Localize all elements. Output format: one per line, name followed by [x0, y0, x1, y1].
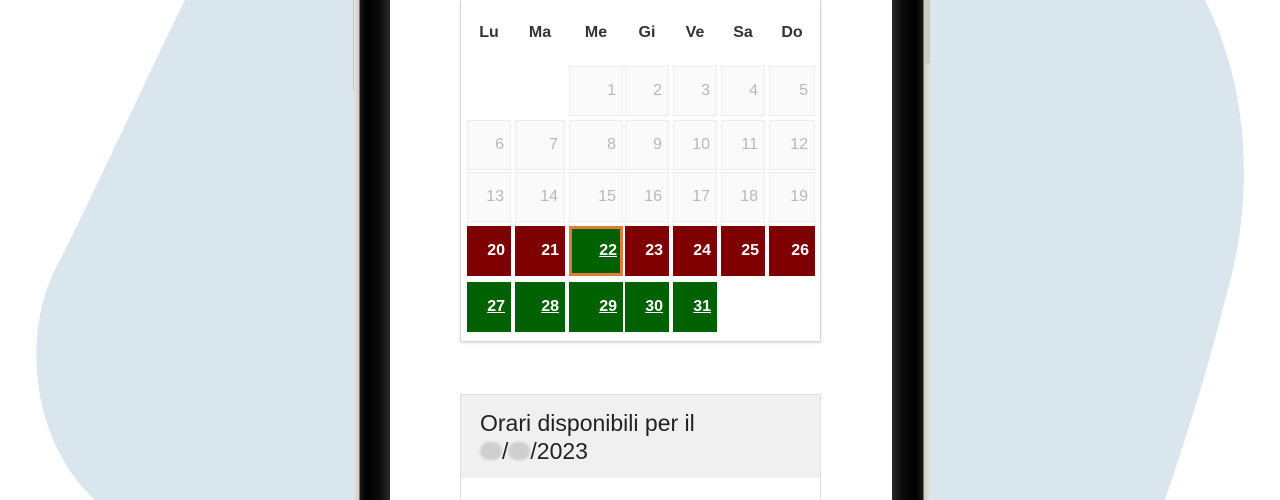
redacted-day [480, 442, 502, 460]
phone-screen [390, 0, 892, 500]
calendar-day-25[interactable]: 25 [721, 226, 765, 276]
selected-date [480, 437, 588, 465]
calendar-day-17: 17 [673, 172, 717, 222]
calendar-day-21[interactable]: 21 [515, 226, 565, 276]
calendar-day-12: 12 [769, 120, 815, 170]
available-times-title: Orari disponibili per il [480, 410, 695, 436]
calendar-day-23[interactable]: 23 [625, 226, 669, 276]
weekday-label: Sa [733, 24, 753, 41]
calendar-day-31[interactable]: 31 [673, 282, 717, 332]
calendar-day-27[interactable]: 27 [467, 282, 511, 332]
phone-frame-left [354, 0, 390, 500]
redacted-month [508, 442, 530, 460]
calendar-day-30[interactable]: 30 [625, 282, 669, 332]
date-year: 2023 [536, 438, 588, 464]
calendar-day-13: 13 [467, 172, 511, 222]
calendar-day-29[interactable]: 29 [569, 282, 623, 332]
available-times-list [460, 478, 821, 500]
calendar-day-18: 18 [721, 172, 765, 222]
calendar-day-7: 7 [515, 120, 565, 170]
date-separator: / [530, 438, 537, 464]
phone-frame-right [892, 0, 930, 500]
weekday-label: Do [781, 24, 803, 41]
weekday-label: Lu [479, 24, 499, 41]
calendar-day-9: 9 [625, 120, 669, 170]
calendar-day-24[interactable]: 24 [673, 226, 717, 276]
calendar [460, 0, 821, 342]
calendar-day-22[interactable]: 22 [569, 226, 623, 276]
date-separator: / [502, 438, 509, 464]
weekday-label: Gi [638, 24, 656, 41]
calendar-day-14: 14 [515, 172, 565, 222]
calendar-day-5: 5 [769, 66, 815, 116]
calendar-day-11: 11 [721, 120, 765, 170]
calendar-day-3: 3 [673, 66, 717, 116]
calendar-day-28[interactable]: 28 [515, 282, 565, 332]
calendar-day-1: 1 [569, 66, 623, 116]
calendar-day-8: 8 [569, 120, 623, 170]
weekday-label: Ma [528, 24, 552, 41]
weekday-label: Me [584, 24, 608, 41]
calendar-day-16: 16 [625, 172, 669, 222]
calendar-day-2: 2 [625, 66, 669, 116]
calendar-day-26[interactable]: 26 [769, 226, 815, 276]
calendar-day-6: 6 [467, 120, 511, 170]
calendar-day-10: 10 [673, 120, 717, 170]
calendar-day-19: 19 [769, 172, 815, 222]
calendar-day-4: 4 [721, 66, 765, 116]
calendar-day-15: 15 [569, 172, 623, 222]
phone-side-button-right [925, 0, 930, 64]
calendar-day-20[interactable]: 20 [467, 226, 511, 276]
weekday-label: Ve [685, 24, 705, 41]
